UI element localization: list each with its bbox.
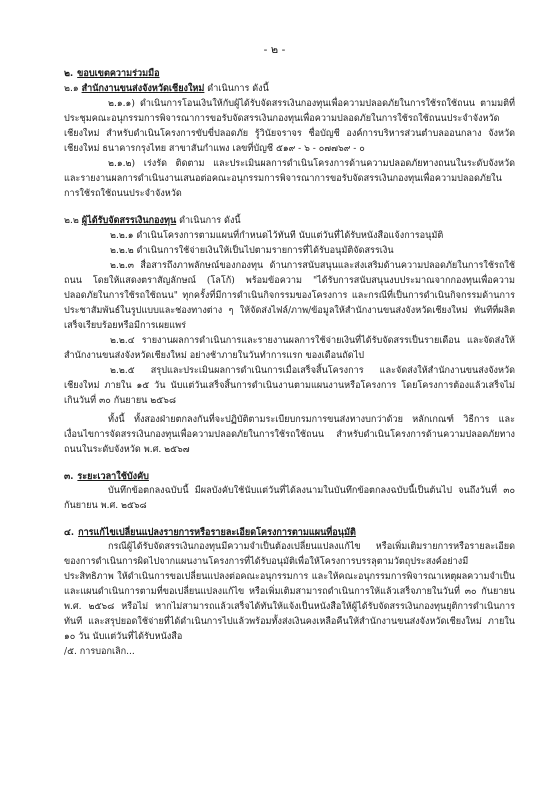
section-3-heading (64, 469, 515, 484)
section-4-number: ๔. (64, 527, 75, 538)
clause-2-2-1: ๒.๒.๑ ดำเนินโครงการตามแผนที่กำหนดไว้ทันที นับแต่วันที่ได้รับหนังสือแจ้งการอนุมัติ (110, 231, 444, 241)
subsection-2-2-number: ๒.๒ (64, 216, 79, 226)
page-number: - ๒ - (263, 43, 286, 56)
clause-2-2-3: ๒.๒.๓ สื่อสารถึงภาพลักษณ์ของกองทุน ด้านการสนับสนุนและส่งเสริมด้านความปลอดภัยในการใช้รถใช้ถนน โดยให้แสดงตราสัญลักษณ์ (โลโก้) พร้อมข้อความ "ได้รับการสนับสนุนงบประมาณจากกองทุนเพื่อความปลอดภัยในการใช้รถใช้ถนน" ทุกครั้งที่มีการดำเนินกิจกรรมของโครงการ และกรณีที่เป็นการดำเนินกิจกรรมด้านการประชาสัมพันธ์ในรูปแบบและช่องทางต่าง ๆ ให้จัดส่งไฟล์/ภาพ/ข้อมูลให้สำนักงานขนส่งจังหวัดเชียงใหม่ ทันทีที่ผลิตเสร็จเรียบร้อยหรือมีการเผยแพร่ (64, 261, 515, 331)
clause-2-2-2: ๒.๒.๒ ดำเนินการใช้จ่ายเงินให้เป็นไปตามรายการที่ได้รับอนุมัติจัดสรรเงิน (110, 246, 394, 256)
subsection-2-1-heading (64, 81, 515, 97)
clause-2-1-1: ๒.๑.๑) ดำเนินการโอนเงินให้กับผู้ได้รับจัดสรรเงินกองทุนเพื่อความปลอดภัยในการใช้รถใช้ถนน ตามมติที่ประชุมคณะอนุกรรมการพิจารณาการขอรับจัดสรรเงินกองทุนเพื่อความปลอดภัยในการใช้รถใช้ถนนประจำจังหวัดเชียงใหม่ สำหรับดำเนินโครงการขับขี่ปลอดภัย รู้วินัยจราจร ชื่อบัญชี องค์การบริหารส่วนตำบลออนกลาง จังหวัดเชียงใหม่ ธนาคารกรุงไทย สาขาสันกำแพง เลขที่บัญชี ๕๑๙ - ๖ - ๐๗๗๖๙ - ๐ (64, 99, 515, 154)
section-4-heading (64, 525, 515, 540)
subsection-2-2-heading (64, 213, 515, 229)
section-3-number: ๓. (64, 471, 74, 482)
section-2-number: ๒. (64, 68, 74, 79)
clause-2-1-2: ๒.๑.๒) เร่งรัด ติดตาม และประเมินผลการดำเนินโครงการด้านความปลอดภัยทางถนนในระดับจังหวัด และรายงานผลการดำเนินงานเสนอต่อคณะอนุกรรมการพิจารณาการขอรับจัดสรรเงินกองทุนเพื่อความปลอดภัยในการใช้รถใช้ถนนประจำจังหวัด (64, 159, 515, 199)
subsection-2-2-tail: ดำเนินการ ดังนี้ (176, 216, 241, 226)
section-2-heading (64, 66, 515, 81)
clause-2-2-5: ๒.๒.๕ สรุปและประเมินผลการดำเนินการเมื่อเสร็จสิ้นโครงการ และจัดส่งให้สำนักงานขนส่งจังหวัดเชียงใหม่ ภายใน ๑๕ วัน นับแต่วันเสร็จสิ้นการดำเนินงานตามแผนงานหรือโครงการ โดยโครงการต้องแล้วเสร็จไม่เกินวันที่ ๓๐ กันยายน ๒๕๖๘ (64, 366, 515, 406)
clause-2-2-4: ๒.๒.๔ รายงานผลการดำเนินการและรายงานผลการใช้จ่ายเงินที่ได้รับจัดสรรเป็นรายเดือน และจัดส่งให้สำนักงานขนส่งจังหวัดเชียงใหม่ อย่างช้าภายในวันทำการแรก ของเดือนถัดไป (64, 336, 515, 361)
section-2-title: ขอบเขตความร่วมมือ (77, 68, 160, 79)
subsection-2-2-title: ผู้ได้รับจัดสรรเงินกองทุน (81, 215, 177, 226)
continuation-note: /๕. การบอกเลิก... (64, 647, 135, 657)
subsection-2-1-number: ๒.๑ (64, 84, 79, 94)
section-2-closing: ทั้งนี้ ทั้งสองฝ่ายตกลงกันที่จะปฏิบัติตามระเบียบกรมการขนส่งทางบกว่าด้วย หลักเกณฑ์ วิธีการ และเงื่อนไขการจัดสรรเงินกองทุนเพื่อความปลอดภัยในการใช้รถใช้ถนน สำหรับดำเนินโครงการด้านความปลอดภัยทางถนนในระดับจังหวัด พ.ศ. ๒๕๖๗ (64, 415, 515, 455)
subsection-2-1-title: สำนักงานขนส่งจังหวัดเชียงใหม่ (81, 83, 205, 94)
document-body (64, 66, 515, 660)
section-3-title: ระยะเวลาใช้บังคับ (77, 471, 149, 482)
section-3-body: บันทึกข้อตกลงฉบับนี้ มีผลบังคับใช้นับแต่วันที่ได้ลงนามในบันทึกข้อตกลงฉบับนี้เป็นต้นไป จนถึงวันที่ ๓๐ กันยายน พ.ศ. ๒๕๖๘ (64, 486, 515, 511)
section-4-title: การแก้ไขเปลี่ยนแปลงรายการหรือรายละเอียดโครงการตามแผนที่อนุมัติ (78, 527, 356, 538)
section-4-body: กรณีผู้ได้รับจัดสรรเงินกองทุนมีความจำเป็นต้องเปลี่ยนแปลงแก้ไข หรือเพิ่มเติมรายการหรือรายละเอียดของการดำเนินการผิดไปจากแผนงานโครงการที่ได้รับอนุมัติเพื่อให้โครงการบรรลุตามวัตถุประสงค์อย่างมีประสิทธิภาพ ให้ดำเนินการขอเปลี่ยนแปลงต่อคณะอนุกรรมการ และให้คณะอนุกรรมการพิจารณาเหตุผลความจำเป็นและแผนดำเนินการตามที่ขอเปลี่ยนแปลงแก้ไข หรือเพิ่มเติมสามารถดำเนินการให้แล้วเสร็จภายในวันที่ ๓๐ กันยายน พ.ศ. ๒๕๖๘ หรือไม่ หากไม่สามารถแล้วเสร็จได้ทันให้แจ้งเป็นหนังสือให้ผู้ได้รับจัดสรรเงินกองทุนยุติการดำเนินการทันที และสรุปยอดใช้จ่ายที่ได้ดำเนินการไปแล้วพร้อมทั้งส่งเงินคงเหลือคืนให้สำนักงานขนส่งจังหวัดเชียงใหม่ ภายใน ๑๐ วัน นับแต่วันที่ได้รับหนังสือ (64, 542, 515, 642)
subsection-2-1-tail: ดำเนินการ ดังนี้ (204, 84, 269, 94)
